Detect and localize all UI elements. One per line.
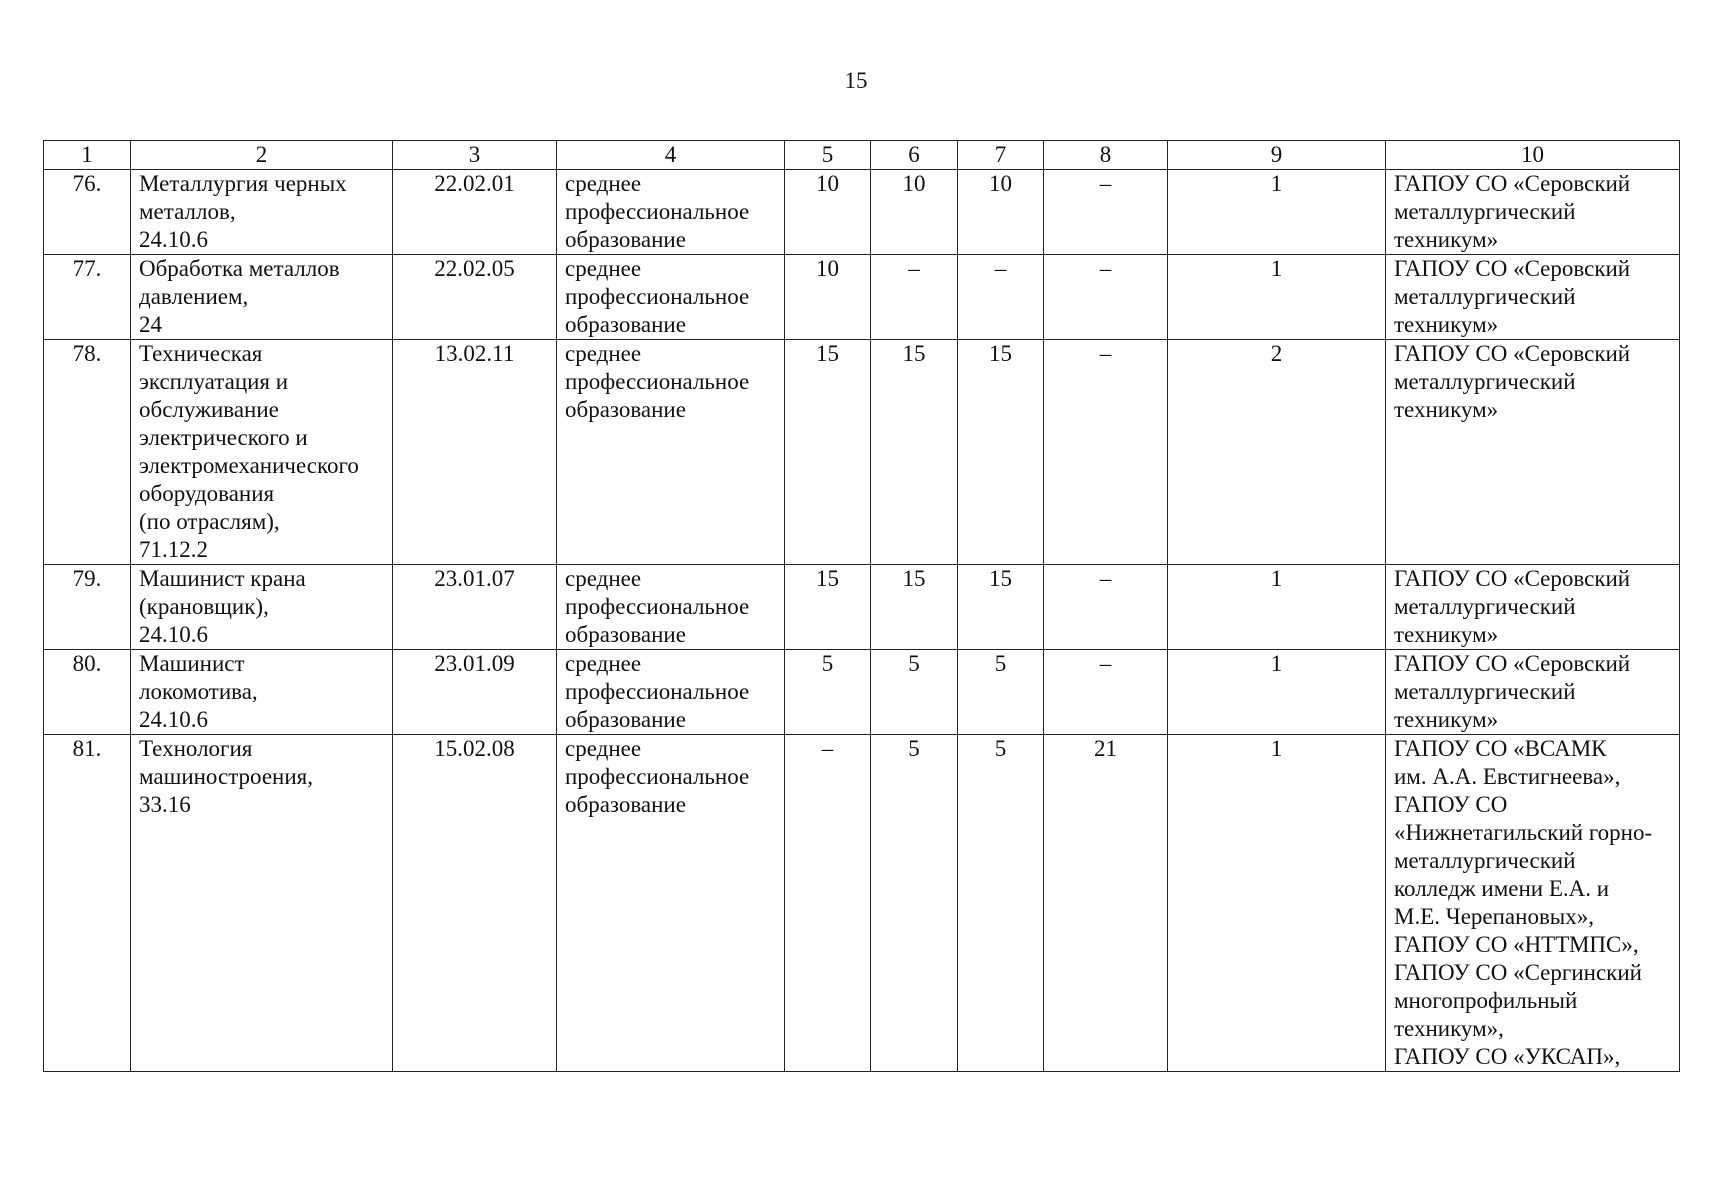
specialty-name: Технология машиностроения, 33.16 <box>131 735 393 1072</box>
value-col-9: 1 <box>1168 255 1386 340</box>
value-col-5: – <box>785 735 871 1072</box>
value-col-9: 1 <box>1168 170 1386 255</box>
specialty-code: 23.01.09 <box>393 650 557 735</box>
value-col-8: – <box>1044 565 1168 650</box>
value-col-7: – <box>958 255 1044 340</box>
header-cell-1: 1 <box>44 141 131 170</box>
row-number: 76. <box>44 170 131 255</box>
header-cell-5: 5 <box>785 141 871 170</box>
table-row <box>44 340 1680 565</box>
specialty-name: Обработка металлов давлением, 24 <box>131 255 393 340</box>
organization: ГАПОУ СО «Серовский металлургический техникум» <box>1386 650 1680 735</box>
value-col-5: 10 <box>785 170 871 255</box>
value-col-8: 21 <box>1044 735 1168 1072</box>
row-number: 80. <box>44 650 131 735</box>
value-col-7: 5 <box>958 650 1044 735</box>
table-row <box>44 565 1680 650</box>
value-col-6: 5 <box>871 650 958 735</box>
specialty-code: 15.02.08 <box>393 735 557 1072</box>
education-level: среднее профессиональное образование <box>557 565 785 650</box>
row-number: 81. <box>44 735 131 1072</box>
organization: ГАПОУ СО «Серовский металлургический техникум» <box>1386 255 1680 340</box>
value-col-6: 10 <box>871 170 958 255</box>
value-col-9: 1 <box>1168 565 1386 650</box>
row-number: 78. <box>44 340 131 565</box>
value-col-5: 5 <box>785 650 871 735</box>
education-level: среднее профессиональное образование <box>557 735 785 1072</box>
education-level: среднее профессиональное образование <box>557 170 785 255</box>
header-cell-8: 8 <box>1044 141 1168 170</box>
row-number: 77. <box>44 255 131 340</box>
specialty-code: 23.01.07 <box>393 565 557 650</box>
value-col-5: 15 <box>785 340 871 565</box>
header-cell-2: 2 <box>131 141 393 170</box>
organization: ГАПОУ СО «Серовский металлургический техникум» <box>1386 565 1680 650</box>
value-col-6: 15 <box>871 565 958 650</box>
value-col-6: – <box>871 255 958 340</box>
specialty-code: 22.02.01 <box>393 170 557 255</box>
value-col-7: 15 <box>958 340 1044 565</box>
value-col-7: 10 <box>958 170 1044 255</box>
specialties-table <box>43 140 1680 1072</box>
table-row <box>44 255 1680 340</box>
specialty-name: Техническая эксплуатация и обслуживание электрического и электромеханического оборудования (по отраслям), 71.12.2 <box>131 340 393 565</box>
education-level: среднее профессиональное образование <box>557 650 785 735</box>
value-col-9: 2 <box>1168 340 1386 565</box>
specialty-code: 13.02.11 <box>393 340 557 565</box>
value-col-6: 5 <box>871 735 958 1072</box>
table-row <box>44 735 1680 1072</box>
value-col-5: 10 <box>785 255 871 340</box>
value-col-8: – <box>1044 255 1168 340</box>
value-col-9: 1 <box>1168 735 1386 1072</box>
header-cell-10: 10 <box>1386 141 1680 170</box>
value-col-7: 15 <box>958 565 1044 650</box>
value-col-5: 15 <box>785 565 871 650</box>
header-cell-4: 4 <box>557 141 785 170</box>
table-row <box>44 170 1680 255</box>
value-col-8: – <box>1044 170 1168 255</box>
value-col-8: – <box>1044 650 1168 735</box>
organization: ГАПОУ СО «Серовский металлургический техникум» <box>1386 170 1680 255</box>
page-number: 15 <box>844 68 868 93</box>
header-cell-7: 7 <box>958 141 1044 170</box>
specialty-code: 22.02.05 <box>393 255 557 340</box>
education-level: среднее профессиональное образование <box>557 255 785 340</box>
header-cell-9: 9 <box>1168 141 1386 170</box>
value-col-8: – <box>1044 340 1168 565</box>
value-col-9: 1 <box>1168 650 1386 735</box>
value-col-7: 5 <box>958 735 1044 1072</box>
specialty-name: Машинист локомотива, 24.10.6 <box>131 650 393 735</box>
education-level: среднее профессиональное образование <box>557 340 785 565</box>
value-col-6: 15 <box>871 340 958 565</box>
table-row <box>44 650 1680 735</box>
organization: ГАПОУ СО «Серовский металлургический техникум» <box>1386 340 1680 565</box>
specialty-name: Машинист крана (крановщик), 24.10.6 <box>131 565 393 650</box>
row-number: 79. <box>44 565 131 650</box>
header-cell-6: 6 <box>871 141 958 170</box>
header-row <box>44 141 1680 170</box>
header-cell-3: 3 <box>393 141 557 170</box>
organization: ГАПОУ СО «ВСАМК им. А.А. Евстигнеева», ГАПОУ СО «Нижнетагильский горно- металлургический колледж имени Е.А. и М.Е. Черепановых», ГАПОУ СО «НТТМПС», ГАПОУ СО «Сергинский многопрофильный техникум», ГАПОУ СО «УКСАП», <box>1386 735 1680 1072</box>
specialty-name: Металлургия черных металлов, 24.10.6 <box>131 170 393 255</box>
